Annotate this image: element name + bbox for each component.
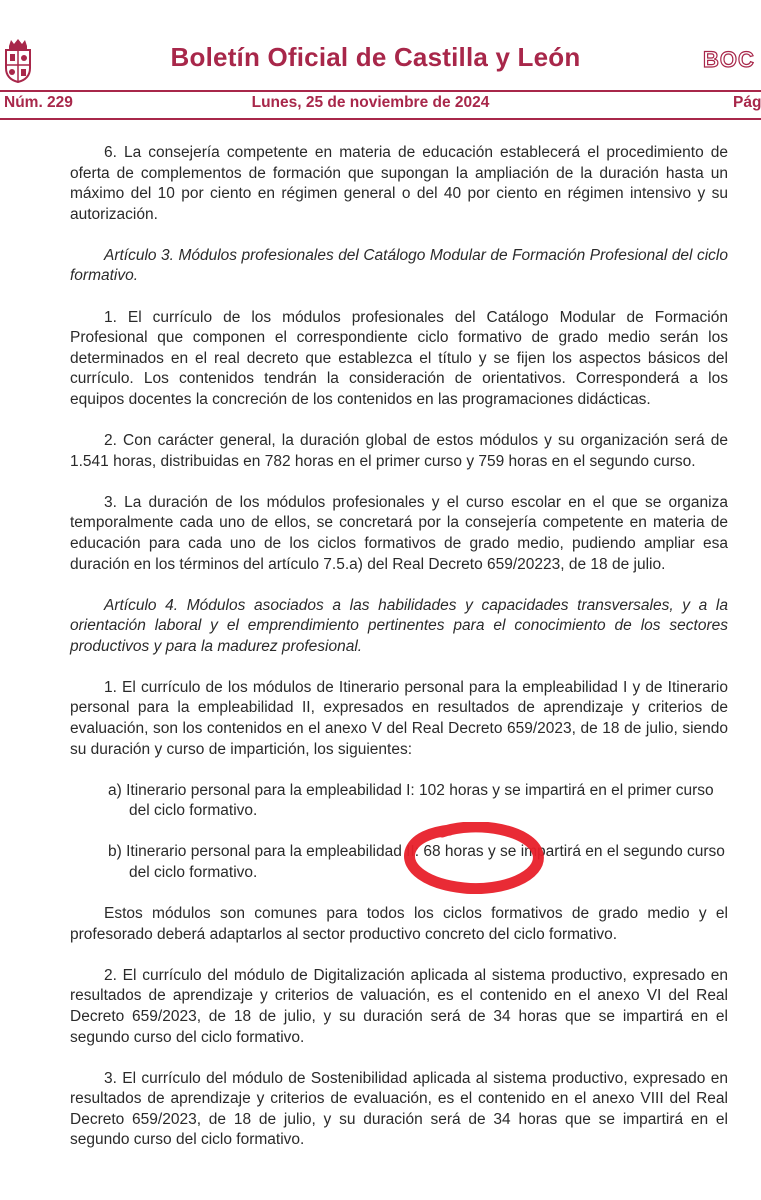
list-item-b: b) Itinerario personal para la empleabilidad II: 68 horas y se impartirá en el segundo curso del ciclo formativo. — [108, 843, 725, 882]
list-item-a: a) Itinerario personal para la empleabilidad I: 102 horas y se impartirá en el primer curso del ciclo formativo. — [108, 781, 714, 820]
article-4-paragraph-1: 1. El currículo de los módulos de Itinerario personal para la empleabilidad I y de Itinerario personal para la empleabilidad II, expresados en resultados de aprendizaje y criterios de evaluación, son los contenidos en el anexo V del Real Decreto 659/2023, de 18 de julio, siendo su duración y curso de impartición, los siguientes: — [70, 678, 728, 758]
article-4-paragraph-2: 2. El currículo del módulo de Digitalización aplicada al sistema productivo, expresado en resultados de aprendizaje y criterios de valuación, es el contenido en el anexo VI del Real Decreto 659/2023, de 18 de julio, y su duración será de 34 horas que se impartirá en el segundo curso del ciclo formativo. — [70, 966, 728, 1046]
header-divider-top — [0, 90, 761, 92]
article-3-paragraph-3: 3. La duración de los módulos profesionales y el curso escolar en el que se organiza temporalmente cada uno de ellos, se concretará por la consejería competente en materia de educación para cada uno de los ciclos formativos de grado medio, pudiendo ampliar esa duración en los términos del artículo 7.5.a) del Real Decreto 659/20223, de 18 de julio. — [70, 493, 728, 573]
article-3-paragraph-1: 1. El currículo de los módulos profesionales del Catálogo Modular de Formación Profesional que componen el correspondiente ciclo formativo de grado medio serán los determinados en el real decreto que establezca el título y se fijen los aspectos básicos del currículo. Los contenidos tendrán la consideración de orientativos. Corresponderá a los equipos docentes la concreción de los contenidos en las programaciones didácticas. — [70, 308, 728, 408]
article-4-common-note: Estos módulos son comunes para todos los ciclos formativos de grado medio y el profesorado deberá adaptarlos al sector productivo concreto del ciclo formativo. — [70, 905, 728, 943]
issue-number: Núm. 229 — [4, 94, 73, 111]
article-4-paragraph-3: 3. El currículo del módulo de Sostenibilidad aplicada al sistema productivo, expresado en resultados de aprendizaje y criterios de evaluación, es el contenido en el anexo VIII del Real Decreto 659/2023, de 18 de julio, y su duración será de 34 horas que se impartirá en el segundo curso del ciclo formativo. — [70, 1069, 728, 1149]
bulletin-title: Boletín Oficial de Castilla y León — [170, 42, 581, 72]
page-label: Pág — [733, 94, 761, 111]
document-body — [70, 143, 728, 1172]
boc-logo: BOC — [703, 47, 755, 72]
header-divider-bottom — [0, 118, 761, 120]
article-3-title: Artículo 3. Módulos profesionales del Catálogo Modular de Formación Profesional del ciclo formativo. — [70, 246, 728, 285]
paragraph-6: 6. La consejería competente en materia de educación establecerá el procedimiento de oferta de complementos de formación que supongan la ampliación de la duración hasta un máximo del 10 por ciento en régimen general o del 40 por ciento en régimen intensivo y su autorización. — [70, 144, 728, 223]
issue-date: Lunes, 25 de noviembre de 2024 — [251, 94, 490, 111]
article-4-title: Artículo 4. Módulos asociados a las habilidades y capacidades transversales, y a la orientación laboral y el emprendimiento pertinentes para el conocimiento de los sectores productivos y para la madurez profesional. — [70, 596, 728, 655]
article-3-paragraph-2: 2. Con carácter general, la duración global de estos módulos y su organización será de 1.541 horas, distribuidas en 782 horas en el primer curso y 759 horas en el segundo curso. — [70, 432, 728, 470]
